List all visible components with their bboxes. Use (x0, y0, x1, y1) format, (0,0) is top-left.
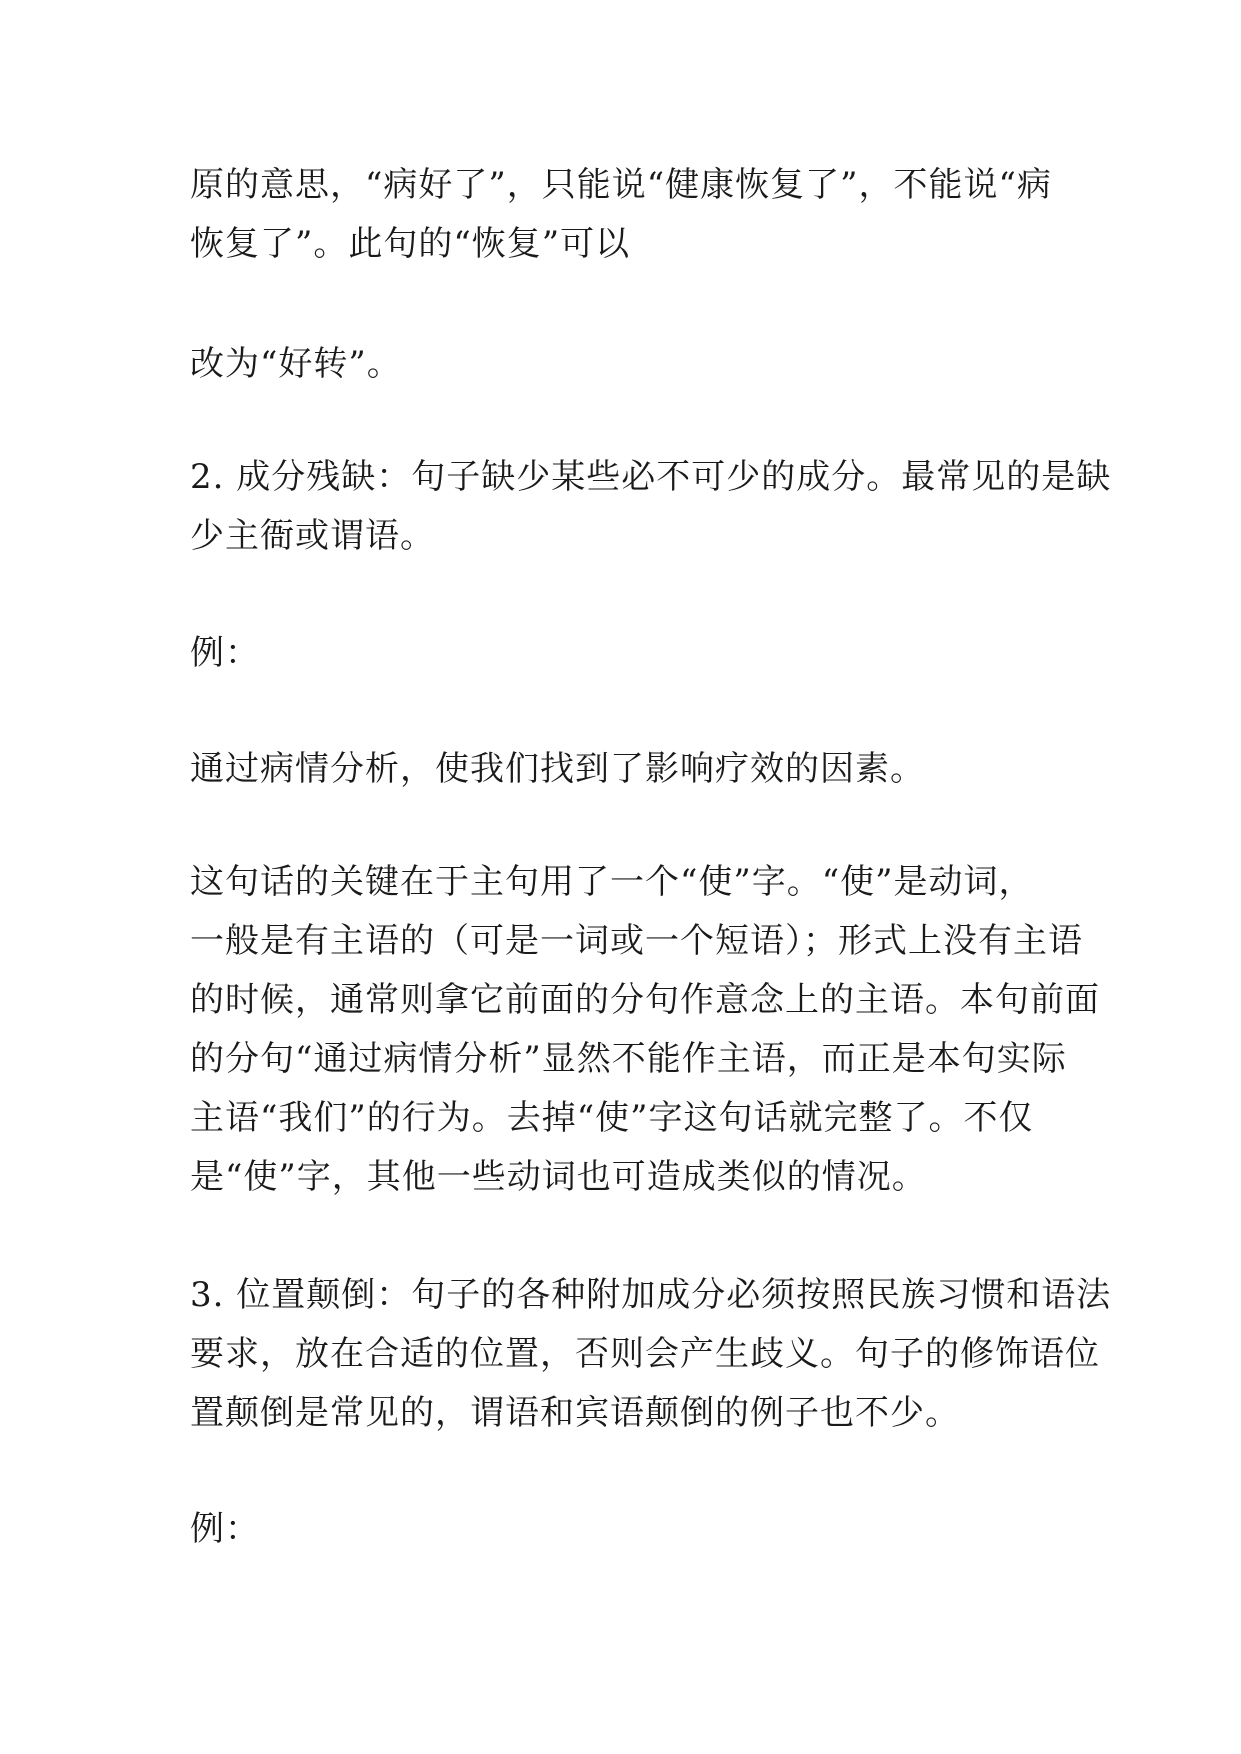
text-line: 原的意思，“病好了”，只能说“健康恢复了”，不能说“病 (190, 165, 1052, 205)
text-line: 通过病情分析，使我们找到了影响疗效的因素。 (190, 749, 925, 789)
paragraph-explanation (190, 853, 1100, 1207)
text-line: 2. 成分残缺：句子缺少某些必不可少的成分。最常见的是缺 (190, 457, 1112, 497)
text-line: 这句话的关键在于主句用了一个“使”字。“使”是动词， (190, 862, 1034, 902)
text-line: 3. 位置颠倒：句子的各种附加成分必须按照民族习惯和语法 (190, 1275, 1112, 1315)
paragraph-continuation (190, 156, 1060, 274)
text-line: 置颠倒是常见的，谓语和宾语颠倒的例子也不少。 (190, 1393, 960, 1433)
paragraph-example-label (190, 624, 1060, 683)
text-line: 一般是有主语的（可是一词或一个短语）；形式上没有主语 (190, 921, 1083, 961)
text-line: 恢复了”。此句的“恢复”可以 (190, 224, 631, 264)
text-line: 是“使”字，其他一些动词也可造成类似的情况。 (190, 1157, 927, 1197)
text-line: 主语“我们”的行为。去掉“使”字这句话就完整了。不仅 (190, 1098, 1034, 1138)
text-line: 例： (190, 1509, 260, 1549)
paragraph-correction (190, 335, 1060, 394)
text-line: 的时候，通常则拿它前面的分句作意念上的主语。本句前面 (190, 980, 1100, 1020)
paragraph-point-2 (190, 448, 1112, 566)
paragraph-example-sentence (190, 740, 1060, 799)
text-line: 的分句“通过病情分析”显然不能作主语，而正是本句实际 (190, 1039, 1067, 1079)
text-line: 改为“好转”。 (190, 344, 402, 384)
paragraph-point-3 (190, 1266, 1112, 1443)
paragraph-example-label (190, 1500, 1060, 1559)
text-line: 少主衙或谓语。 (190, 516, 435, 556)
text-line: 要求，放在合适的位置，否则会产生歧义。句子的修饰语位 (190, 1334, 1100, 1374)
text-line: 例： (190, 633, 260, 673)
